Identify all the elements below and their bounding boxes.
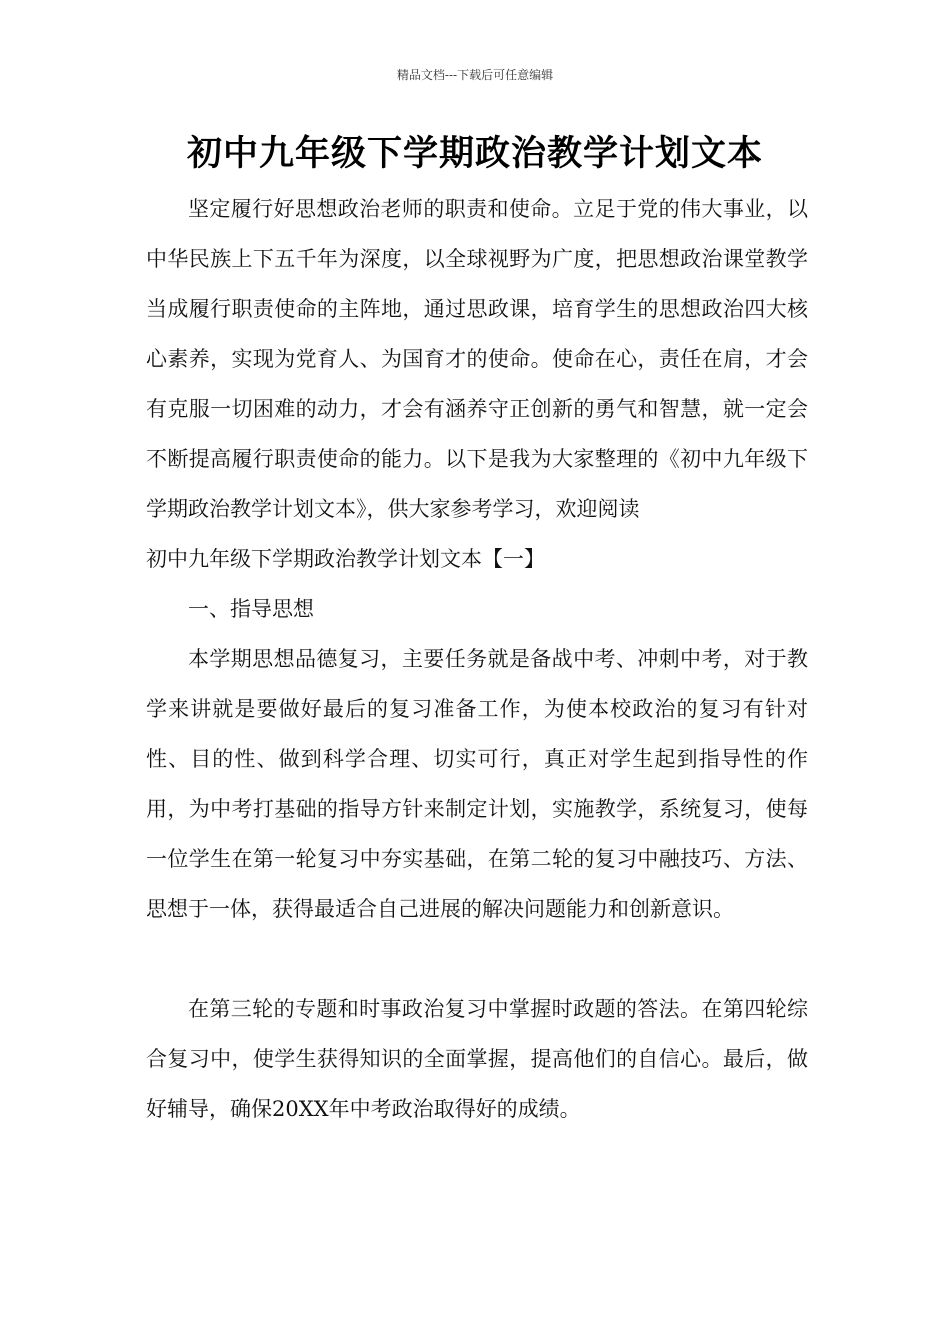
body-paragraph: 在第三轮的专题和时事政治复习中掌握时政题的答法。在第四轮综合复习中，使学生获得知识的全面掌握，提高他们的自信心。最后，做好辅导，确保20XX年中考政治取得好的成绩。 [146,997,808,1121]
paragraph-spacer [146,934,808,984]
document-body [146,184,808,1134]
section-heading: 初中九年级下学期政治教学计划文本【一】 [146,547,545,571]
subsection-heading: 一、指导思想 [188,597,314,621]
page-header: 精品文档---下载后可任意编辑 [396,68,554,82]
document-title: 初中九年级下学期政治教学计划文本 [186,133,763,174]
body-paragraph: 本学期思想品德复习，主要任务就是备战中考、冲刺中考，对于教学来讲就是要做好最后的复习准备工作，为使本校政治的复习有针对性、目的性、做到科学合理、切实可行，真正对学生起到指导性的作用，为中考打基础的指导方针来制定计划，实施教学，系统复习，使每一位学生在第一轮复习中夯实基础，在第二轮的复习中融技巧、方法、思想于一体，获得最适合自己进展的解决问题能力和创新意识。 [146,647,808,921]
intro-paragraph: 坚定履行好思想政治老师的职责和使命。立足于党的伟大事业，以中华民族上下五千年为深度，以全球视野为广度，把思想政治课堂教学当成履行职责使命的主阵地，通过思政课，培育学生的思想政治四大核心素养，实现为党育人、为国育才的使命。使命在心，责任在肩，才会有克服一切困难的动力，才会有涵养守正创新的勇气和智慧，就一定会不断提高履行职责使命的能力。以下是我为大家整理的《初中九年级下学期政治教学计划文本》，供大家参考学习，欢迎阅读 [146,197,808,521]
